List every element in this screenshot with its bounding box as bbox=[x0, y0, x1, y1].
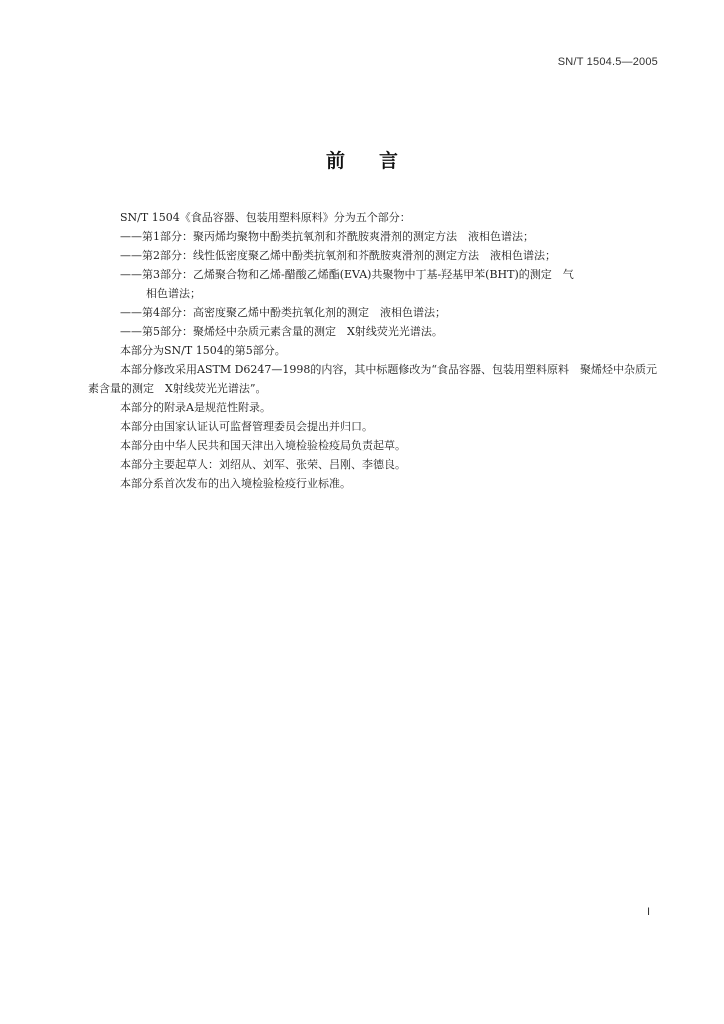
this-part-paragraph: 本部分为SN/T 1504的第5部分。 bbox=[120, 344, 286, 357]
list-item-part2: ——第2部分：线性低密度聚乙烯中酚类抗氧剂和芥酰胺爽滑剂的测定方法 液相色谱法； bbox=[120, 249, 556, 262]
drafted-paragraph: 本部分由中华人民共和国天津出入境检验检疫局负责起草。 bbox=[120, 439, 406, 452]
list-item-part3: ——第3部分：乙烯聚合物和乙烯-醋酸乙烯酯(EVA)共聚物中丁基-羟基甲苯(BHT)的测定 气 bbox=[120, 268, 574, 281]
list-item-part5: ——第5部分：聚烯烃中杂质元素含量的测定 X射线荧光光谱法。 bbox=[120, 325, 443, 338]
first-release-paragraph: 本部分系首次发布的出入境检验检疫行业标准。 bbox=[120, 477, 351, 490]
standard-number: SN/T 1504.5—2005 bbox=[557, 56, 658, 68]
foreword-body bbox=[88, 208, 666, 493]
proposed-paragraph: 本部分由国家认证认可监督管理委员会提出并归口。 bbox=[120, 420, 373, 433]
list-item-part1: ——第1部分：聚丙烯均聚物中酚类抗氧剂和芥酰胺爽滑剂的测定方法 液相色谱法； bbox=[120, 230, 534, 243]
annex-paragraph: 本部分的附录A是规范性附录。 bbox=[120, 401, 271, 414]
intro-paragraph: SN/T 1504《食品容器、包装用塑料原料》分为五个部分： bbox=[120, 211, 411, 224]
list-item-part4: ——第4部分：高密度聚乙烯中酚类抗氧化剂的测定 液相色谱法； bbox=[120, 306, 446, 319]
page-number: I bbox=[646, 906, 650, 918]
list-item-part3-continued: 相色谱法； bbox=[146, 287, 201, 300]
modification-paragraph: 本部分修改采用ASTM D6247—1998的内容，其中标题修改为“食品容器、包装用塑料原料 聚烯烃中杂质元素含量的测定 X射线荧光光谱法”。 bbox=[88, 363, 658, 395]
page-title: 前言 bbox=[325, 150, 432, 172]
drafters-paragraph: 本部分主要起草人：刘绍从、刘军、张荣、吕刚、李德良。 bbox=[120, 458, 406, 471]
